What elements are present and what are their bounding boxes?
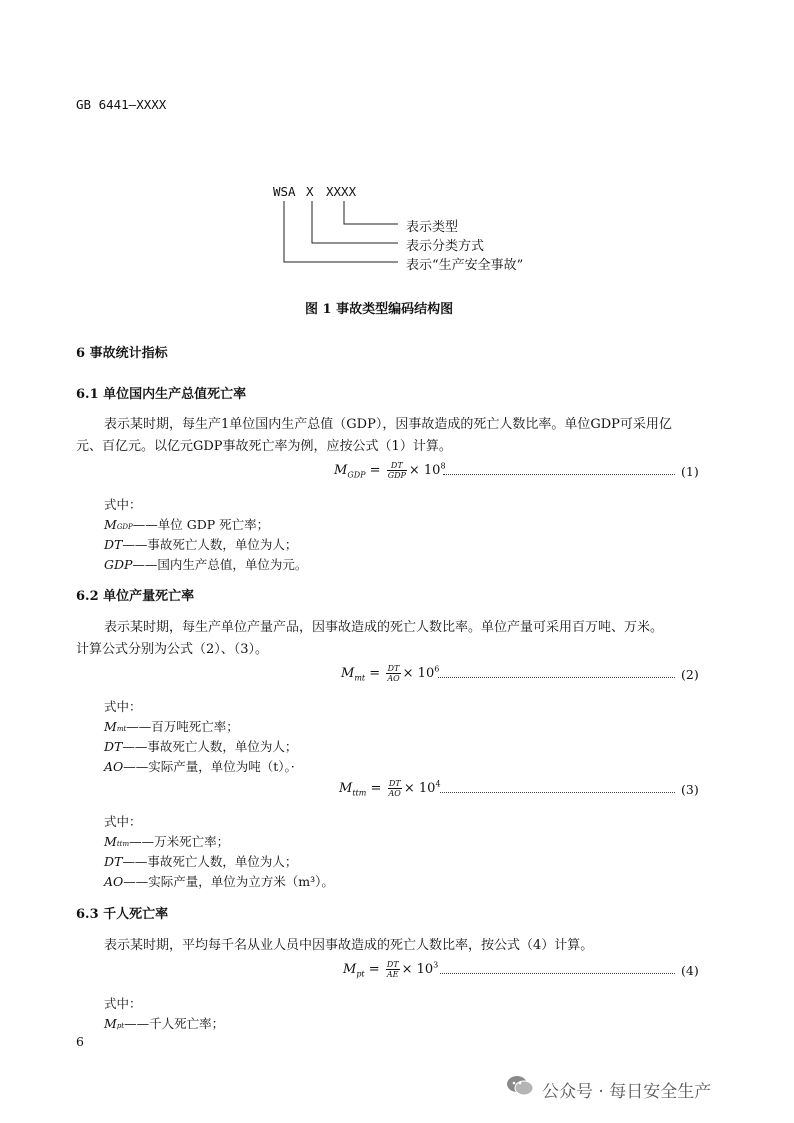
- formula-2: $M_{mt}$ = $\frac{DT}{AO}$ × $10^6$: [341, 664, 440, 683]
- equation-number: (3): [681, 782, 699, 797]
- line-method: [312, 201, 398, 243]
- paragraph-line: 元、百亿元。以亿元GDP事故死亡率为例，应按公式（1）计算。: [76, 439, 452, 454]
- code-label-category: 表示“生产安全事故”: [406, 258, 524, 273]
- definition-row: DT——事故死亡人数，单位为人；: [104, 854, 298, 869]
- paragraph-line: 表示某时期，每生产1单位国内生产总值（GDP），因事故造成的死亡人数比率。单位GDP可采用亿: [104, 417, 672, 432]
- definition-row: AO——实际产量，单位为吨（t）。·: [104, 759, 295, 774]
- code-label-method: 表示分类方式: [406, 239, 485, 254]
- where-label: 式中：: [104, 996, 142, 1011]
- definition-row: GDP——国内生产总值，单位为元。: [104, 557, 308, 572]
- paragraph-line: 表示某时期，每生产单位产量产品，因事故造成的死亡人数比率。单位产量可采用百万吨、万米。: [104, 620, 664, 635]
- leader-dots: [438, 677, 675, 678]
- definition-row: DT——事故死亡人数，单位为人；: [104, 537, 298, 552]
- watermark-text: 公众号 · 每日安全生产: [542, 1082, 712, 1102]
- formula-3: $M_{ttm}$ = $\frac{DT}{AO}$ × $10^4$: [339, 779, 441, 798]
- wechat-icon: [506, 1075, 534, 1097]
- code-structure-lines: [0, 0, 794, 300]
- figure-caption: 图 1 事故类型编码结构图: [305, 302, 454, 317]
- where-label: 式中：: [104, 814, 142, 829]
- leader-dots: [440, 973, 675, 974]
- subsection-heading-6-2: 6.2 单位产量死亡率: [76, 589, 195, 604]
- paragraph-line: 计算公式分别为公式（2）、（3）。: [76, 642, 269, 657]
- code-label-type: 表示类型: [406, 220, 459, 235]
- definition-row: Mmt——百万吨死亡率；: [104, 719, 239, 734]
- code-part-wsa: WSA: [273, 184, 296, 199]
- definition-row: MGDP——单位 GDP 死亡率；: [104, 517, 270, 532]
- formula-4: $M_{pt}$ = $\frac{DT}{AE}$ × $10^3$: [343, 960, 439, 979]
- definition-row: Mpt——千人死亡率；: [104, 1016, 225, 1031]
- where-label: 式中：: [104, 699, 142, 714]
- line-type: [344, 201, 398, 224]
- definition-row: DT——事故死亡人数，单位为人；: [104, 739, 298, 754]
- leader-dots: [440, 792, 675, 793]
- equation-number: (2): [681, 667, 699, 682]
- code-part-x: X: [306, 184, 314, 199]
- code-part-xxxx: XXXX: [326, 184, 357, 199]
- page-number: 6: [76, 1034, 84, 1049]
- document-code: GB 6441—XXXX: [76, 97, 167, 112]
- equation-number: (1): [681, 464, 699, 479]
- definition-row: Mttm——万米死亡率；: [104, 834, 230, 849]
- leader-dots: [443, 474, 675, 475]
- section-heading: 6 事故统计指标: [76, 346, 168, 361]
- subsection-heading-6-1: 6.1 单位国内生产总值死亡率: [76, 387, 247, 402]
- subsection-heading-6-3: 6.3 千人死亡率: [76, 907, 169, 922]
- line-category: [284, 201, 398, 262]
- paragraph-line: 表示某时期，平均每千名从业人员中因事故造成的死亡人数比率，按公式（4）计算。: [104, 938, 594, 953]
- formula-1: $M_{GDP}$ = $\frac{DT}{\text{GDP}}$ × $10^8$: [334, 461, 446, 480]
- definition-row: AO——实际产量，单位为立方米（m³）。: [104, 874, 334, 889]
- equation-number: (4): [681, 963, 699, 978]
- where-label: 式中：: [104, 497, 142, 512]
